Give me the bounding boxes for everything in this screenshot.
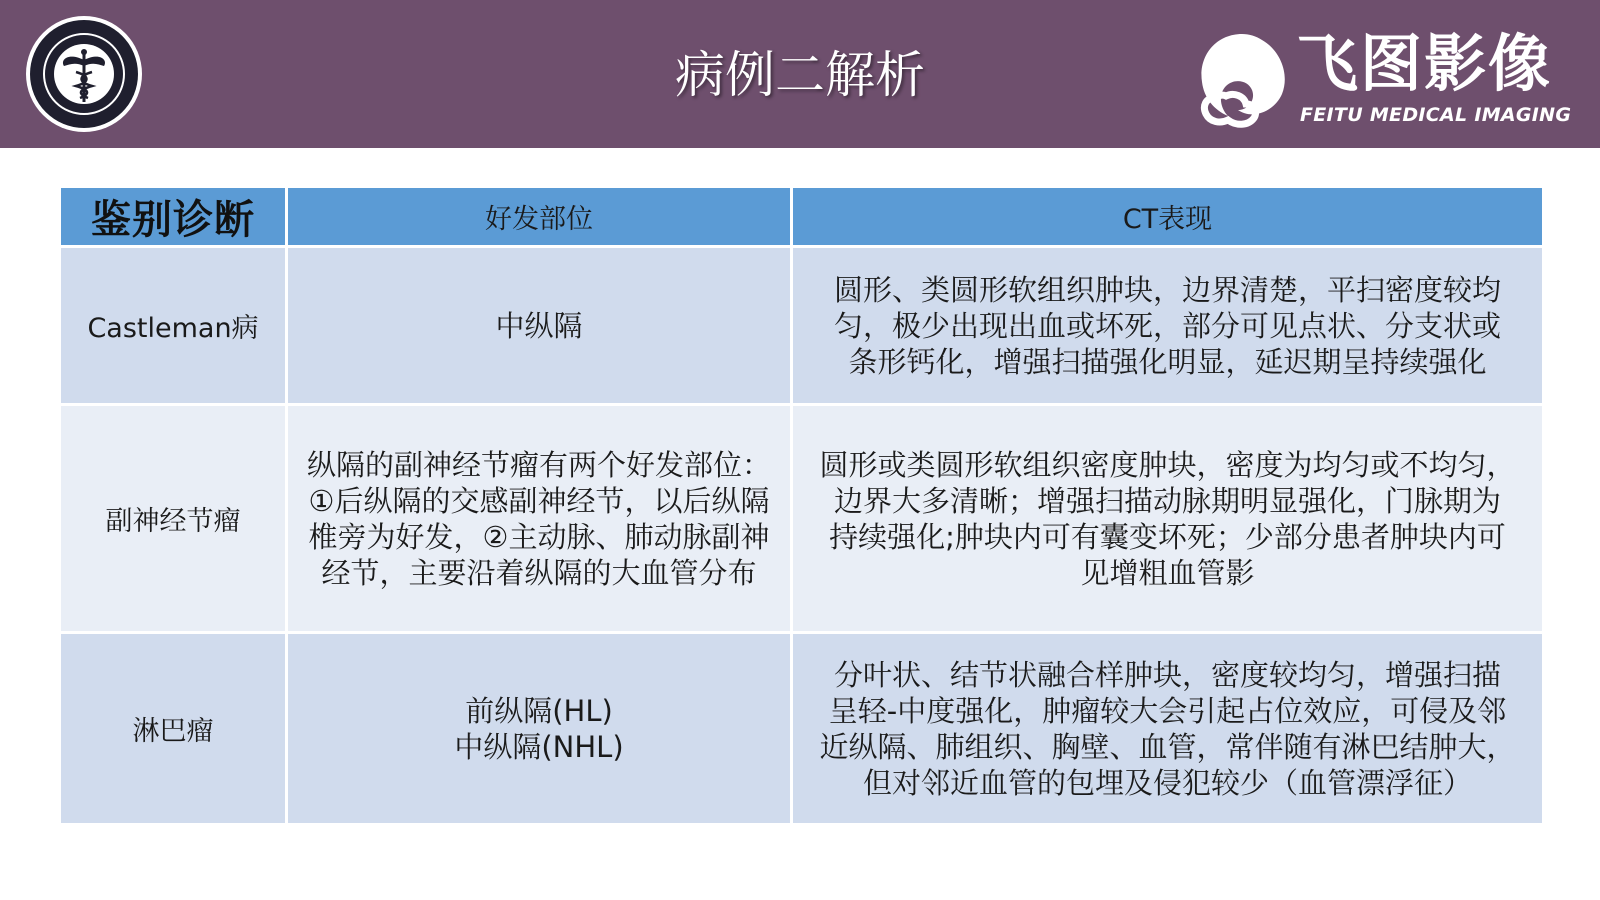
site-cell bbox=[287, 633, 792, 825]
ct-line: 呈轻-中度强化，肿瘤较大会引起占位效应，可侵及邻 bbox=[828, 693, 1507, 728]
ct-line: 圆形、类圆形软组织肿块，边界清楚，平扫密度较均 bbox=[833, 272, 1501, 307]
site-line: 纵隔的副神经节瘤有两个好发部位： bbox=[306, 447, 771, 482]
ct-cell bbox=[792, 405, 1544, 633]
ct-line: 匀，极少出现出血或坏死，部分可见点状、分支状或 bbox=[833, 308, 1501, 343]
ct-cell bbox=[792, 247, 1544, 405]
page-title: 病例二解析 bbox=[675, 46, 925, 104]
brand-name-cn: 飞图影像 bbox=[1296, 27, 1553, 100]
brand-name-en: FEITU MEDICAL IMAGING bbox=[1300, 104, 1572, 126]
site-line: 经节，主要沿着纵隔的大血管分布 bbox=[321, 555, 757, 590]
site-line: 前纵隔(HL) bbox=[465, 693, 613, 728]
ct-line: 但对邻近血管的包埋及侵犯较少（血管漂浮征） bbox=[862, 765, 1472, 800]
ct-line: 持续强化;肿块内可有囊变坏死；少部分患者肿块内可 bbox=[829, 519, 1506, 554]
diagnosis-name: 副神经节瘤 bbox=[60, 405, 287, 633]
header-diagnosis: 鉴别诊断 bbox=[60, 187, 287, 247]
site-line: 椎旁为好发，②主动脉、肺动脉副神 bbox=[308, 519, 770, 554]
ct-line: 见增粗血管影 bbox=[1080, 555, 1255, 590]
site-cell bbox=[287, 247, 792, 405]
ct-cell bbox=[792, 633, 1544, 825]
ct-line: 分叶状、结节状融合样肿块，密度较均匀，增强扫描 bbox=[833, 657, 1501, 692]
ct-line: 近纵隔、肺组织、胸壁、血管，常伴随有淋巴结肿大， bbox=[819, 729, 1516, 764]
table-header-row bbox=[60, 187, 1544, 247]
header-ct: CT表现 bbox=[792, 187, 1544, 247]
ct-line: 条形钙化，增强扫描强化明显，延迟期呈持续强化 bbox=[848, 344, 1487, 379]
table-row bbox=[60, 247, 1544, 405]
site-cell bbox=[287, 405, 792, 633]
table-row bbox=[60, 633, 1544, 825]
site-line: ①后纵隔的交感副神经节，以后纵隔 bbox=[308, 483, 770, 518]
ct-line: 圆形或类圆形软组织密度肿块，密度为均匀或不均匀， bbox=[819, 447, 1516, 482]
diagnosis-name: Castleman病 bbox=[60, 247, 287, 405]
differential-diagnosis-table bbox=[58, 185, 1545, 826]
ct-line: 边界大多清晰；增强扫描动脉期明显强化，门脉期为 bbox=[833, 483, 1501, 518]
brand-logo bbox=[1192, 28, 1572, 132]
cloud-logo-icon bbox=[1192, 28, 1292, 132]
diagnosis-name: 淋巴瘤 bbox=[60, 633, 287, 825]
header-bar bbox=[0, 0, 1600, 148]
table-row bbox=[60, 405, 1544, 633]
header-site: 好发部位 bbox=[287, 187, 792, 247]
site-line: 中纵隔(NHL) bbox=[454, 729, 624, 764]
site-line: 中纵隔 bbox=[495, 308, 583, 343]
